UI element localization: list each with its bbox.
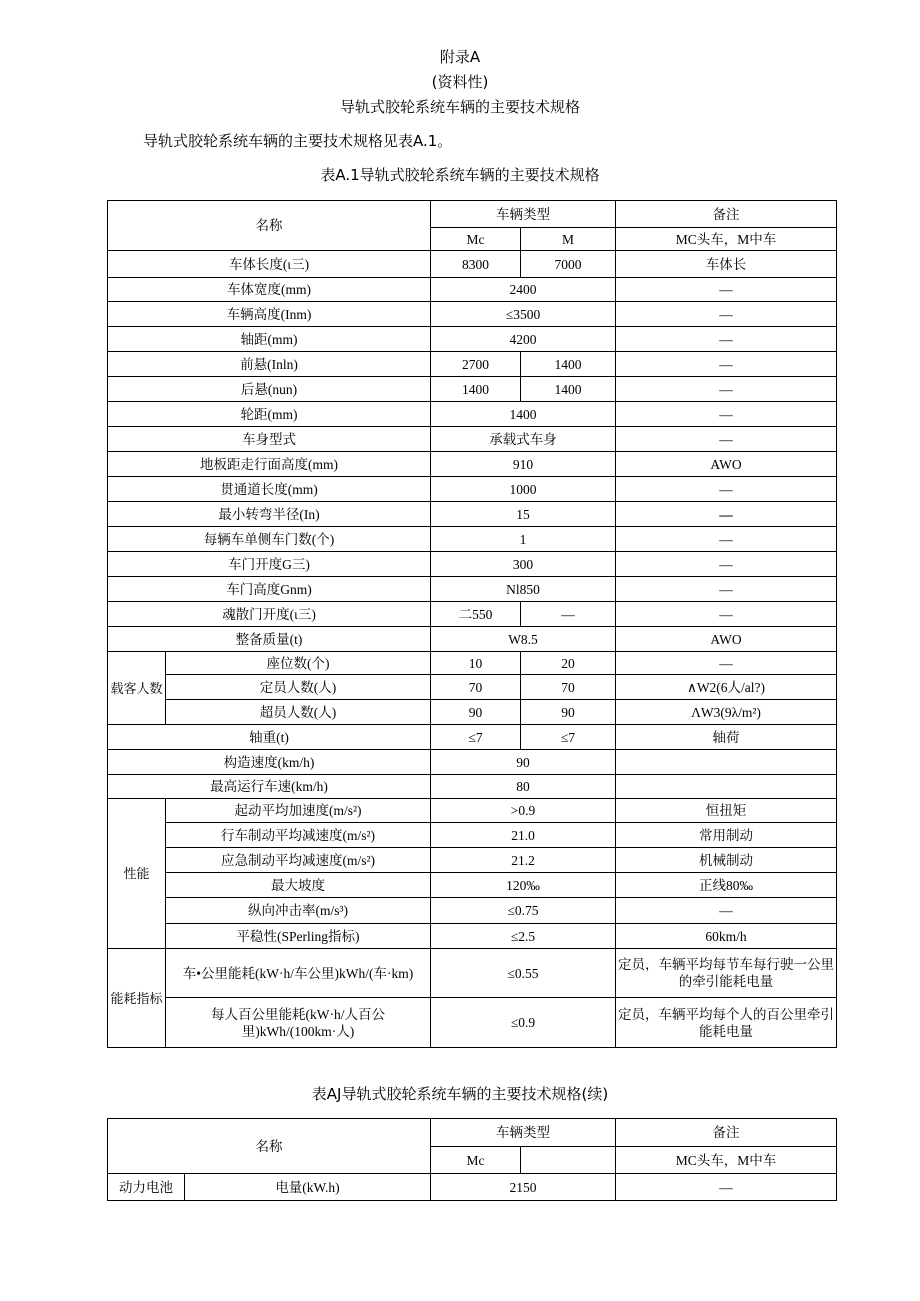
item-name: 魂散门开度(ι三) — [108, 602, 431, 627]
remark — [616, 775, 837, 799]
table-row — [108, 278, 837, 302]
remark: — — [616, 552, 837, 577]
table-row — [108, 1174, 837, 1201]
mc-value: 70 — [431, 675, 521, 700]
table-caption: 表A.1导轨式胶轮系统车辆的主要技术规格 — [320, 166, 600, 184]
item-name: 轴距(mm) — [108, 327, 431, 352]
remark: — — [616, 427, 837, 452]
remark: 定员，车辆平均每个人的百公里牵引能耗电量 — [616, 998, 837, 1048]
table-row — [108, 427, 837, 452]
merged-value: 1400 — [431, 402, 616, 427]
table-row — [108, 675, 837, 700]
table-row — [108, 577, 837, 602]
item-name: 轴重(t) — [108, 725, 431, 750]
item-name: 整备质量(t) — [108, 627, 431, 652]
table-caption-continued: 表AJ导轨式胶轮系统车辆的主要技术规格(续) — [311, 1085, 609, 1103]
merged-value: >0.9 — [431, 799, 616, 823]
merged-value: 21.2 — [431, 848, 616, 873]
remark: — — [616, 477, 837, 502]
remark: — — [616, 652, 837, 675]
table-row — [108, 527, 837, 552]
item-name: 后悬(nun) — [108, 377, 431, 402]
header-m — [521, 1147, 616, 1174]
remark: — — [616, 502, 837, 527]
intro-paragraph: 导轨式胶轮系统车辆的主要技术规格见表A.1。 — [143, 132, 453, 150]
table-row — [108, 652, 837, 675]
merged-value: 910 — [431, 452, 616, 477]
item-name: 定员人数(人) — [166, 675, 431, 700]
header-remark: 备注 — [616, 1119, 837, 1147]
table-row — [108, 873, 837, 898]
header-name: 名称 — [108, 1119, 431, 1174]
item-name: 最小转弯半径(In) — [108, 502, 431, 527]
table-row — [108, 352, 837, 377]
merged-value: 21.0 — [431, 823, 616, 848]
remark: — — [616, 1174, 837, 1201]
merged-value: 80 — [431, 775, 616, 799]
header-name: 名称 — [108, 201, 431, 251]
merged-value: 90 — [431, 750, 616, 775]
mc-value: 二550 — [431, 602, 521, 627]
table-row — [108, 998, 837, 1048]
m-value: 20 — [521, 652, 616, 675]
group-label-energy: 能耗指标 — [108, 949, 166, 1048]
merged-value: ≤0.9 — [431, 998, 616, 1048]
table-row — [108, 924, 837, 949]
header-remark-note: MC头车，M中车 — [616, 228, 837, 251]
merged-value: 1000 — [431, 477, 616, 502]
remark: AWO — [616, 627, 837, 652]
remark: 60km/h — [616, 924, 837, 949]
item-name: 构造速度(km/h) — [108, 750, 431, 775]
item-name: 地板距走行面高度(mm) — [108, 452, 431, 477]
item-name: 车•公里能耗(kW·h/车公里)kWh/(车·km) — [166, 949, 431, 998]
remark: — — [616, 402, 837, 427]
merged-value: 2150 — [431, 1174, 616, 1201]
merged-value: 15 — [431, 502, 616, 527]
merged-value: 4200 — [431, 327, 616, 352]
table-row — [108, 502, 837, 527]
table-row — [108, 302, 837, 327]
item-name: 车门高度Gnm) — [108, 577, 431, 602]
remark: — — [616, 527, 837, 552]
item-name: 行车制动平均减速度(m/s²) — [166, 823, 431, 848]
table-row — [108, 700, 837, 725]
table-row — [108, 799, 837, 823]
item-name: 平稳性(SPerling指标) — [166, 924, 431, 949]
table-row — [108, 750, 837, 775]
table-row — [108, 627, 837, 652]
m-value: 1400 — [521, 352, 616, 377]
table-row — [108, 452, 837, 477]
remark: — — [616, 577, 837, 602]
spec-table — [107, 200, 837, 1048]
merged-value: ≤2.5 — [431, 924, 616, 949]
table-row — [108, 949, 837, 998]
group-label-battery: 动力电池 — [108, 1174, 185, 1201]
m-value: 70 — [521, 675, 616, 700]
remark: 定员，车辆平均每节车每行驶一公里的牵引能耗电量 — [616, 949, 837, 998]
remark: 轴荷 — [616, 725, 837, 750]
table-row — [108, 402, 837, 427]
table-row — [108, 327, 837, 352]
mc-value: 10 — [431, 652, 521, 675]
header-vehicle-type: 车辆类型 — [431, 1119, 616, 1147]
item-name: 纵向冲击率(m/s³) — [166, 898, 431, 924]
merged-value: ≤0.55 — [431, 949, 616, 998]
table-row — [108, 377, 837, 402]
remark: ∧W2(6人/al?) — [616, 675, 837, 700]
m-value: 90 — [521, 700, 616, 725]
mc-value: 1400 — [431, 377, 521, 402]
item-name: 电量(kW.h) — [185, 1174, 431, 1201]
header-row — [108, 1119, 837, 1147]
header-mc: Mc — [431, 228, 521, 251]
remark: — — [616, 898, 837, 924]
table-row — [108, 823, 837, 848]
m-value: — — [521, 602, 616, 627]
mc-value: 8300 — [431, 251, 521, 278]
item-name: 车体宽度(mm) — [108, 278, 431, 302]
merged-value: 承载式车身 — [431, 427, 616, 452]
merged-value: W8.5 — [431, 627, 616, 652]
merged-value: ≤0.75 — [431, 898, 616, 924]
item-name: 应急制动平均减速度(m/s²) — [166, 848, 431, 873]
remark: — — [616, 278, 837, 302]
header-m: M — [521, 228, 616, 251]
item-name: 车身型式 — [108, 427, 431, 452]
appendix-heading: 导轨式胶轮系统车辆的主要技术规格 — [339, 98, 580, 116]
merged-value: Nl850 — [431, 577, 616, 602]
item-name: 车门开度G三) — [108, 552, 431, 577]
table-row — [108, 251, 837, 278]
mc-value: ≤7 — [431, 725, 521, 750]
table-row — [108, 602, 837, 627]
merged-value: 1 — [431, 527, 616, 552]
item-name: 每辆车单侧车门数(个) — [108, 527, 431, 552]
table-row — [108, 898, 837, 924]
m-value: 1400 — [521, 377, 616, 402]
header-row — [108, 201, 837, 228]
header-vehicle-type: 车辆类型 — [431, 201, 616, 228]
appendix-nature: (资料性) — [431, 73, 489, 91]
m-value: 7000 — [521, 251, 616, 278]
remark: — — [616, 302, 837, 327]
mc-value: 2700 — [431, 352, 521, 377]
item-name: 座位数(个) — [166, 652, 431, 675]
remark: — — [616, 602, 837, 627]
merged-value: ≤3500 — [431, 302, 616, 327]
item-name: 每人百公里能耗(kW·h/人百公里)kWh/(100km·人) — [166, 998, 431, 1048]
remark: — — [616, 327, 837, 352]
m-value: ≤7 — [521, 725, 616, 750]
table-row — [108, 477, 837, 502]
remark: 常用制动 — [616, 823, 837, 848]
item-name: 最大坡度 — [166, 873, 431, 898]
item-name: 最高运行车速(km/h) — [108, 775, 431, 799]
remark: — — [616, 352, 837, 377]
item-name: 起动平均加速度(m/s²) — [166, 799, 431, 823]
item-name: 车体长度(ι三) — [108, 251, 431, 278]
table-row — [108, 848, 837, 873]
group-label-performance: 性能 — [108, 799, 166, 949]
mc-value: 90 — [431, 700, 521, 725]
remark: AWO — [616, 452, 837, 477]
table-row — [108, 725, 837, 750]
item-name: 超员人数(人) — [166, 700, 431, 725]
remark: ΛW3(9λ/m²) — [616, 700, 837, 725]
remark: 车体长 — [616, 251, 837, 278]
remark: 机械制动 — [616, 848, 837, 873]
header-remark: 备注 — [616, 201, 837, 228]
table-row — [108, 552, 837, 577]
item-name: 车辆高度(Inm) — [108, 302, 431, 327]
header-remark-note: MC头车，M中车 — [616, 1147, 837, 1174]
group-label-passenger: 载客人数 — [108, 652, 166, 725]
header-mc: Mc — [431, 1147, 521, 1174]
item-name: 贯通道长度(mm) — [108, 477, 431, 502]
item-name: 前悬(Inln) — [108, 352, 431, 377]
remark: 正线80‰ — [616, 873, 837, 898]
spec-table-continued — [107, 1118, 837, 1201]
appendix-title: 附录A — [439, 48, 481, 66]
remark — [616, 750, 837, 775]
item-name: 轮距(mm) — [108, 402, 431, 427]
merged-value: 2400 — [431, 278, 616, 302]
merged-value: 120‰ — [431, 873, 616, 898]
table-row — [108, 775, 837, 799]
remark: 恒扭矩 — [616, 799, 837, 823]
remark: — — [616, 377, 837, 402]
merged-value: 300 — [431, 552, 616, 577]
